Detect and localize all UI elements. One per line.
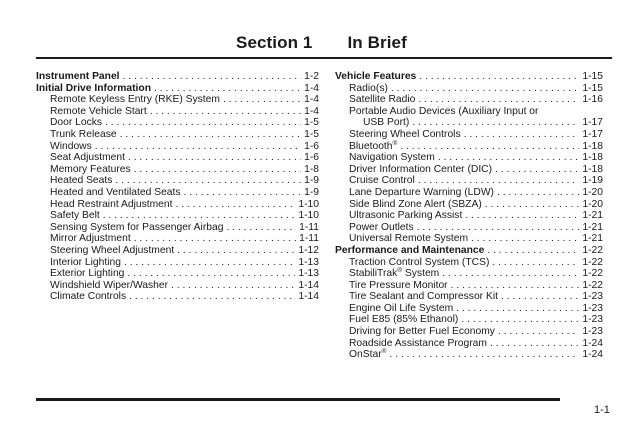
dot-leader xyxy=(501,291,579,303)
toc-entry[interactable] xyxy=(335,175,603,187)
dot-leader xyxy=(456,303,579,315)
section-number: Section 1 xyxy=(236,33,313,52)
toc-entry[interactable] xyxy=(335,233,603,245)
toc-page-number: 1-12 xyxy=(298,244,319,256)
toc-entry-title: Climate Controls xyxy=(50,291,127,303)
toc-page-number: 1-15 xyxy=(582,82,603,94)
toc-entry[interactable] xyxy=(36,152,319,164)
dot-leader xyxy=(492,257,579,269)
dot-leader xyxy=(95,141,301,153)
toc-entry[interactable] xyxy=(36,210,319,222)
toc-entry[interactable] xyxy=(36,233,319,245)
toc-entry-title: USB Port) xyxy=(363,117,410,129)
toc-page-number: 1-17 xyxy=(582,117,603,129)
footer-rule xyxy=(36,398,560,401)
dot-leader xyxy=(490,338,579,350)
toc-entry[interactable] xyxy=(36,117,319,129)
toc-entry[interactable] xyxy=(36,141,319,153)
toc-entry[interactable] xyxy=(335,164,603,176)
toc-entry-title: Trunk Release xyxy=(50,128,117,140)
toc-entry-title: Steering Wheel Adjustment xyxy=(50,244,175,256)
toc-page-number: 1-18 xyxy=(582,163,603,175)
toc-page-number: 1-18 xyxy=(582,152,603,164)
toc-entry-title: Memory Features xyxy=(50,163,131,175)
dot-leader xyxy=(487,245,579,257)
dot-leader xyxy=(471,233,579,245)
dot-leader xyxy=(127,268,295,280)
toc-entry-title: Initial Drive Information xyxy=(36,82,151,94)
toc-page-number: 1-20 xyxy=(582,198,603,210)
dot-leader xyxy=(115,175,301,187)
toc-section-entry[interactable] xyxy=(335,245,603,257)
toc-entry-title: Steering Wheel Controls xyxy=(349,128,461,140)
toc-entry[interactable] xyxy=(36,94,319,106)
toc-entry[interactable] xyxy=(335,280,603,292)
toc-page-number: 1-13 xyxy=(298,256,319,268)
toc-entry-title: Vehicle Features xyxy=(335,71,417,82)
toc-entry[interactable] xyxy=(335,349,603,361)
toc-entry[interactable] xyxy=(36,257,319,269)
toc-left-column xyxy=(36,71,319,303)
toc-page-number: 1-10 xyxy=(298,198,319,210)
toc-page-number: 1-22 xyxy=(582,268,603,280)
toc-page-number: 1-24 xyxy=(582,349,603,361)
toc-entry[interactable] xyxy=(335,106,603,118)
dot-leader xyxy=(412,117,579,129)
toc-entry[interactable] xyxy=(335,326,603,338)
toc-entry-title: Sensing System for Passenger Airbag xyxy=(50,221,224,233)
dot-leader xyxy=(391,83,579,95)
toc-page-number: 1-14 xyxy=(298,291,319,303)
section-title: In Brief xyxy=(347,33,407,52)
toc-page-number: 1-9 xyxy=(304,175,319,187)
toc-entry[interactable] xyxy=(335,83,603,95)
toc-entry[interactable] xyxy=(36,175,319,187)
toc-entry-title: Seat Adjustment xyxy=(50,152,125,164)
toc-entry[interactable] xyxy=(335,268,603,280)
toc-entry-title: Ultrasonic Parking Assist xyxy=(349,210,463,222)
toc-page-number: 1-15 xyxy=(582,71,603,82)
toc-entry-title: Fuel E85 (85% Ethanol) xyxy=(349,314,459,326)
toc-entry[interactable] xyxy=(36,245,319,257)
toc-entry[interactable] xyxy=(36,222,319,234)
toc-entry-title: Remote Keyless Entry (RKE) System xyxy=(50,94,220,106)
toc-page-number: 1-21 xyxy=(582,221,603,233)
dot-leader xyxy=(419,71,579,83)
dot-leader xyxy=(134,164,301,176)
toc-page-number: 1-5 xyxy=(304,128,319,140)
toc-page-number: 1-11 xyxy=(299,233,319,245)
dot-leader xyxy=(400,141,579,153)
toc-section-entry[interactable] xyxy=(36,83,319,95)
dot-leader xyxy=(175,199,295,211)
dot-leader xyxy=(177,245,295,257)
toc-entry-title: Traction Control System (TCS) xyxy=(349,256,490,268)
dot-leader xyxy=(417,222,580,234)
dot-leader xyxy=(134,233,296,245)
toc-entry[interactable] xyxy=(335,222,603,234)
dot-leader xyxy=(418,94,579,106)
toc-entry[interactable] xyxy=(335,291,603,303)
toc-entry-title: Satellite Radio xyxy=(349,94,416,106)
toc-entry[interactable] xyxy=(36,291,319,303)
toc-entry-title: Performance and Maintenance xyxy=(335,244,485,256)
dot-leader xyxy=(184,187,302,199)
toc-entry-title: Windshield Wiper/Washer xyxy=(50,279,169,291)
toc-entry[interactable] xyxy=(335,94,603,106)
toc-entry[interactable] xyxy=(335,187,603,199)
toc-page-number: 1-24 xyxy=(582,337,603,349)
section-header xyxy=(236,33,407,53)
toc-entry-title: Driving for Better Fuel Economy xyxy=(349,326,495,338)
dot-leader xyxy=(223,94,301,106)
toc-page-number: 1-6 xyxy=(304,152,319,164)
toc-entry[interactable] xyxy=(335,199,603,211)
toc-page-number: 1-6 xyxy=(304,140,319,152)
toc-page-number: 1-9 xyxy=(304,186,319,198)
dot-leader xyxy=(498,326,579,338)
toc-page-number: 1-19 xyxy=(582,175,603,187)
toc-entry-title: Door Locks xyxy=(50,117,103,129)
toc-entry-title: Driver Information Center (DIC) xyxy=(349,163,493,175)
dot-leader xyxy=(171,280,295,292)
toc-entry[interactable] xyxy=(335,338,603,350)
dot-leader xyxy=(461,314,579,326)
dot-leader xyxy=(451,280,580,292)
toc-entry[interactable] xyxy=(36,129,319,141)
dot-leader xyxy=(124,257,295,269)
toc-right-column xyxy=(335,71,603,361)
toc-entry-title: Universal Remote System xyxy=(349,233,469,245)
dot-leader xyxy=(128,152,301,164)
toc-entry-title: Cruise Control xyxy=(349,175,415,187)
toc-page-number: 1-21 xyxy=(582,233,603,245)
toc-entry[interactable] xyxy=(335,141,603,153)
toc-entry-title: Bluetooth® xyxy=(349,139,398,152)
toc-page-number: 1-4 xyxy=(304,94,319,106)
toc-page-number: 1-23 xyxy=(582,326,603,338)
toc-entry-title: OnStar® xyxy=(349,348,387,361)
toc-entry[interactable] xyxy=(335,257,603,269)
header-rule xyxy=(36,57,612,59)
toc-page-number: 1-11 xyxy=(299,221,319,233)
dot-leader xyxy=(105,117,301,129)
toc-page-number: 1-13 xyxy=(298,268,319,280)
toc-page-number: 1-23 xyxy=(582,302,603,314)
toc-entry-title: StabiliTrak® System xyxy=(349,267,440,280)
dot-leader xyxy=(438,152,580,164)
toc-page-number: 1-2 xyxy=(304,71,319,82)
toc-entry-title: Heated and Ventilated Seats xyxy=(50,186,181,198)
registered-mark: ® xyxy=(381,348,387,356)
registered-mark: ® xyxy=(392,139,398,147)
toc-entry[interactable] xyxy=(36,280,319,292)
toc-entry[interactable] xyxy=(36,268,319,280)
dot-leader xyxy=(226,222,296,234)
toc-entry-title: Radio(s) xyxy=(349,82,388,94)
toc-entry[interactable] xyxy=(335,117,603,129)
toc-entry-title: Engine Oil Life System xyxy=(349,302,454,314)
toc-page-number: 1-8 xyxy=(304,163,319,175)
toc-entry-title: Exterior Lighting xyxy=(50,268,125,280)
toc-entry-title: Portable Audio Devices (Auxiliary Input or xyxy=(349,105,539,117)
toc-entry-title: Navigation System xyxy=(349,152,435,164)
dot-leader xyxy=(103,210,296,222)
dot-leader xyxy=(442,268,579,280)
toc-page-number: 1-17 xyxy=(582,128,603,140)
toc-entry-title: Safety Belt xyxy=(50,210,100,222)
toc-entry[interactable] xyxy=(335,129,603,141)
toc-entry-title: Side Blind Zone Alert (SBZA) xyxy=(349,198,482,210)
toc-entry-title: Head Restraint Adjustment xyxy=(50,198,173,210)
dot-leader xyxy=(465,210,579,222)
toc-page-number: 1-5 xyxy=(304,117,319,129)
toc-page-number: 1-10 xyxy=(298,210,319,222)
toc-entry-title: Tire Sealant and Compressor Kit xyxy=(349,291,498,303)
toc-entry[interactable] xyxy=(36,164,319,176)
dot-leader xyxy=(123,71,302,83)
toc-entry[interactable] xyxy=(36,199,319,211)
toc-entry[interactable] xyxy=(335,210,603,222)
toc-entry-title: Windows xyxy=(50,140,92,152)
dot-leader xyxy=(418,175,580,187)
toc-entry-title: Instrument Panel xyxy=(36,71,120,82)
toc-entry-title: Interior Lighting xyxy=(50,256,121,268)
dot-leader xyxy=(129,291,295,303)
toc-page-number: 1-21 xyxy=(582,210,603,222)
toc-page-number: 1-4 xyxy=(304,105,319,117)
toc-entry-title: Power Outlets xyxy=(349,221,414,233)
toc-page-number: 1-22 xyxy=(582,256,603,268)
page-number: 1-1 xyxy=(594,404,610,416)
dot-leader xyxy=(485,199,580,211)
toc-page-number: 1-20 xyxy=(582,186,603,198)
toc-page-number: 1-4 xyxy=(304,82,319,94)
toc-entry-title: Roadside Assistance Program xyxy=(349,337,487,349)
toc-entry[interactable] xyxy=(36,106,319,118)
dot-leader xyxy=(497,187,579,199)
toc-entry[interactable] xyxy=(335,152,603,164)
toc-page-number: 1-22 xyxy=(582,244,603,256)
dot-leader xyxy=(154,83,301,95)
dot-leader xyxy=(495,164,579,176)
dot-leader xyxy=(120,129,302,141)
toc-entry-title: Heated Seats xyxy=(50,175,113,187)
toc-section-entry[interactable] xyxy=(36,71,319,83)
toc-section-entry[interactable] xyxy=(335,71,603,83)
toc-entry-title: Tire Pressure Monitor xyxy=(349,279,448,291)
toc-page-number: 1-14 xyxy=(298,279,319,291)
toc-entry-title: Mirror Adjustment xyxy=(50,233,131,245)
toc-page-number: 1-16 xyxy=(582,94,603,106)
toc-entry[interactable] xyxy=(36,187,319,199)
toc-entry-title: Remote Vehicle Start xyxy=(50,105,147,117)
dot-leader xyxy=(389,349,579,361)
toc-page-number: 1-22 xyxy=(582,279,603,291)
toc-page-number: 1-23 xyxy=(582,314,603,326)
dot-leader xyxy=(464,129,580,141)
toc-entry[interactable] xyxy=(335,303,603,315)
toc-page-number: 1-23 xyxy=(582,291,603,303)
dot-leader xyxy=(150,106,301,118)
registered-mark: ® xyxy=(397,267,403,275)
toc-page-number: 1-18 xyxy=(582,140,603,152)
toc-entry[interactable] xyxy=(335,314,603,326)
toc-entry-title: Lane Departure Warning (LDW) xyxy=(349,186,494,198)
